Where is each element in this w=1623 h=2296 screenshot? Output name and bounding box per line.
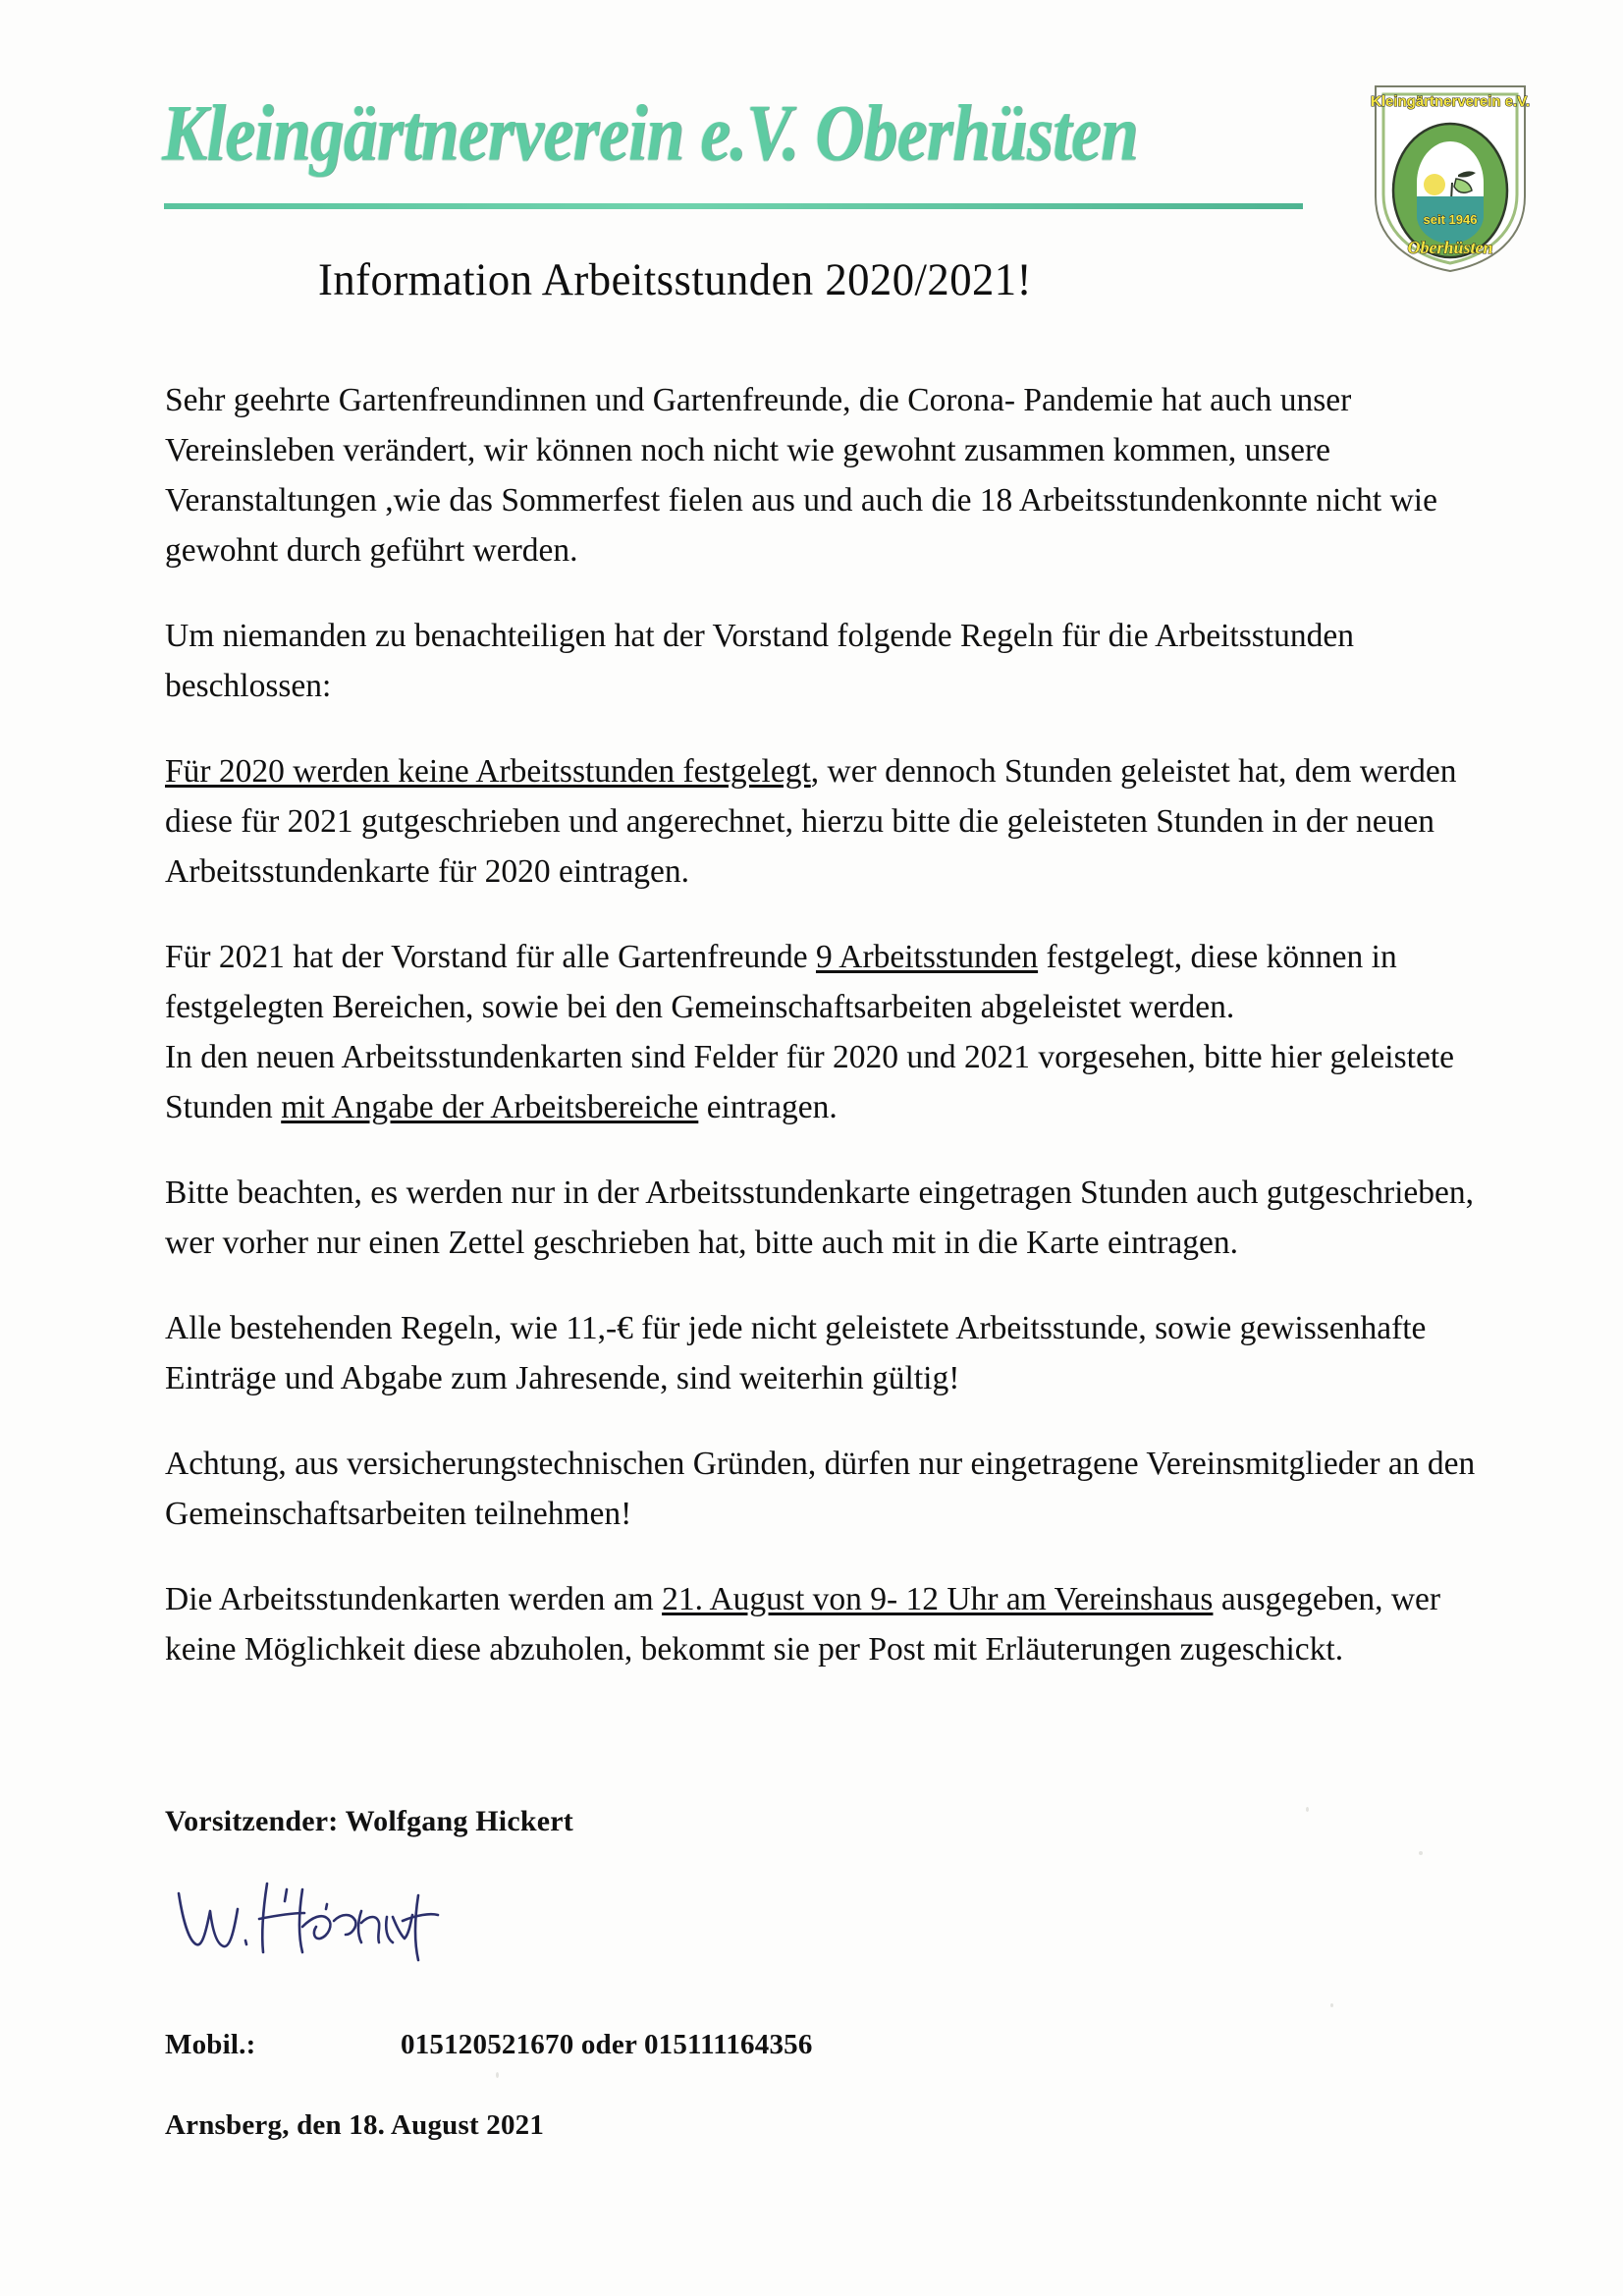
mobile-label: Mobil.:: [165, 2029, 256, 2060]
place-and-date: Arnsberg, den 18. August 2021: [165, 2109, 545, 2141]
page-title: Information Arbeitsstunden 2020/2021!: [318, 254, 1032, 305]
emphasized-run: 9 Arbeitsstunden: [815, 939, 1039, 975]
p-regeln: [165, 1303, 1500, 1403]
text-run: Achtung, aus versicherungstechnischen Gründen, dürfen nur eingetragene Vereinsmitglieder an den Gemeinschaftsarbeiten teilnehmen!: [165, 1446, 1476, 1532]
letter-body: [165, 375, 1500, 1710]
text-run: Die Arbeitsstundenkarten werden am: [165, 1581, 663, 1617]
text-run: Bitte beachten, es werden nur in der Arbeitsstundenkarte eingetragen Stunden auch gutgeschrieben, wer vorher nur einen Zettel geschrieben hat, bitte auch mit in die Karte eintragen.: [165, 1175, 1475, 1261]
text-run: , wer dennoch Stunden geleistet hat, dem werden diese für 2021 gutgeschrieben und angerechnet, hierzu bitte die geleisteten Stunden in der neuen Arbeitsstundenkarte für 2020 eintragen.: [165, 753, 1457, 890]
contact-mobile-line: [165, 2029, 813, 2061]
p-karten-felder: [165, 1032, 1500, 1132]
club-name-heading: Kleingärtnerverein e.V. Oberhüsten: [162, 88, 1138, 177]
crest-top-text: Kleingärtnerverein e.V.: [1370, 93, 1531, 110]
text-run: eintragen.: [698, 1089, 838, 1125]
text-run: Alle bestehenden Regeln, wie 11,-€ für jede nicht geleistete Arbeitsstunde, sowie gewissenhafte Einträge und Abgabe zum Jahresende, sind weiterhin gültig!: [165, 1310, 1427, 1396]
emphasized-run: 21. August von 9- 12 Uhr am Vereinshaus: [662, 1581, 1214, 1617]
text-run: Um niemanden zu benachteiligen hat der Vorstand folgende Regeln für die Arbeitsstunden beschlossen:: [165, 618, 1354, 704]
p-ausgabe: [165, 1574, 1500, 1674]
scan-speck: [1306, 1807, 1309, 1812]
p-2020: [165, 746, 1500, 897]
scan-speck: [1330, 2003, 1333, 2007]
p-greeting: [165, 375, 1500, 575]
crest-bottom-text: Oberhüsten: [1407, 238, 1493, 257]
emphasized-run: mit Angabe der Arbeitsbereiche: [281, 1089, 699, 1125]
club-crest-logo: [1368, 81, 1533, 275]
emphasized-run: Für 2020 werden keine Arbeitsstunden festgelegt: [165, 753, 811, 790]
letterhead-divider: [164, 203, 1303, 209]
handwritten-signature: [169, 1866, 493, 1984]
p-achtung: [165, 1439, 1500, 1539]
p-beachten: [165, 1168, 1500, 1268]
text-run: ausgegeben, wer keine Möglichkeit diese abzuholen, bekommt sie per Post mit Erläuterungen zugeschickt.: [165, 1581, 1441, 1667]
crest-year-text: seit 1946: [1423, 212, 1478, 227]
signer-role-and-name: Vorsitzender: Wolfgang Hickert: [165, 1805, 573, 1837]
text-run: Für 2021 hat der Vorstand für alle Gartenfreunde: [165, 939, 816, 975]
letterhead: [162, 88, 1325, 211]
p-2021: [165, 932, 1500, 1032]
p-rules-intro: [165, 611, 1500, 711]
scan-speck: [1419, 1851, 1423, 1855]
text-run: festgelegt, diese können in festgelegten Bereichen, sowie bei den Gemeinschaftsarbeiten abgeleistet werden.: [165, 939, 1397, 1025]
text-run: In den neuen Arbeitsstundenkarten sind Felder für 2020 und 2021 vorgesehen, bitte hier geleistete Stunden: [165, 1039, 1454, 1125]
scan-speck: [496, 2072, 499, 2078]
text-run: Sehr geehrte Gartenfreundinnen und Gartenfreunde, die Corona- Pandemie hat auch unser Vereinsleben verändert, wir können noch nicht wie gewohnt zusammen kommen, unsere Veranstaltungen ,wie das Sommerfest fielen aus und auch die 18 Arbeitsstundenkonnte nicht wie gewohnt durch geführt werden.: [165, 382, 1437, 569]
mobile-number: 015120521670 oder 015111164356: [401, 2029, 813, 2060]
